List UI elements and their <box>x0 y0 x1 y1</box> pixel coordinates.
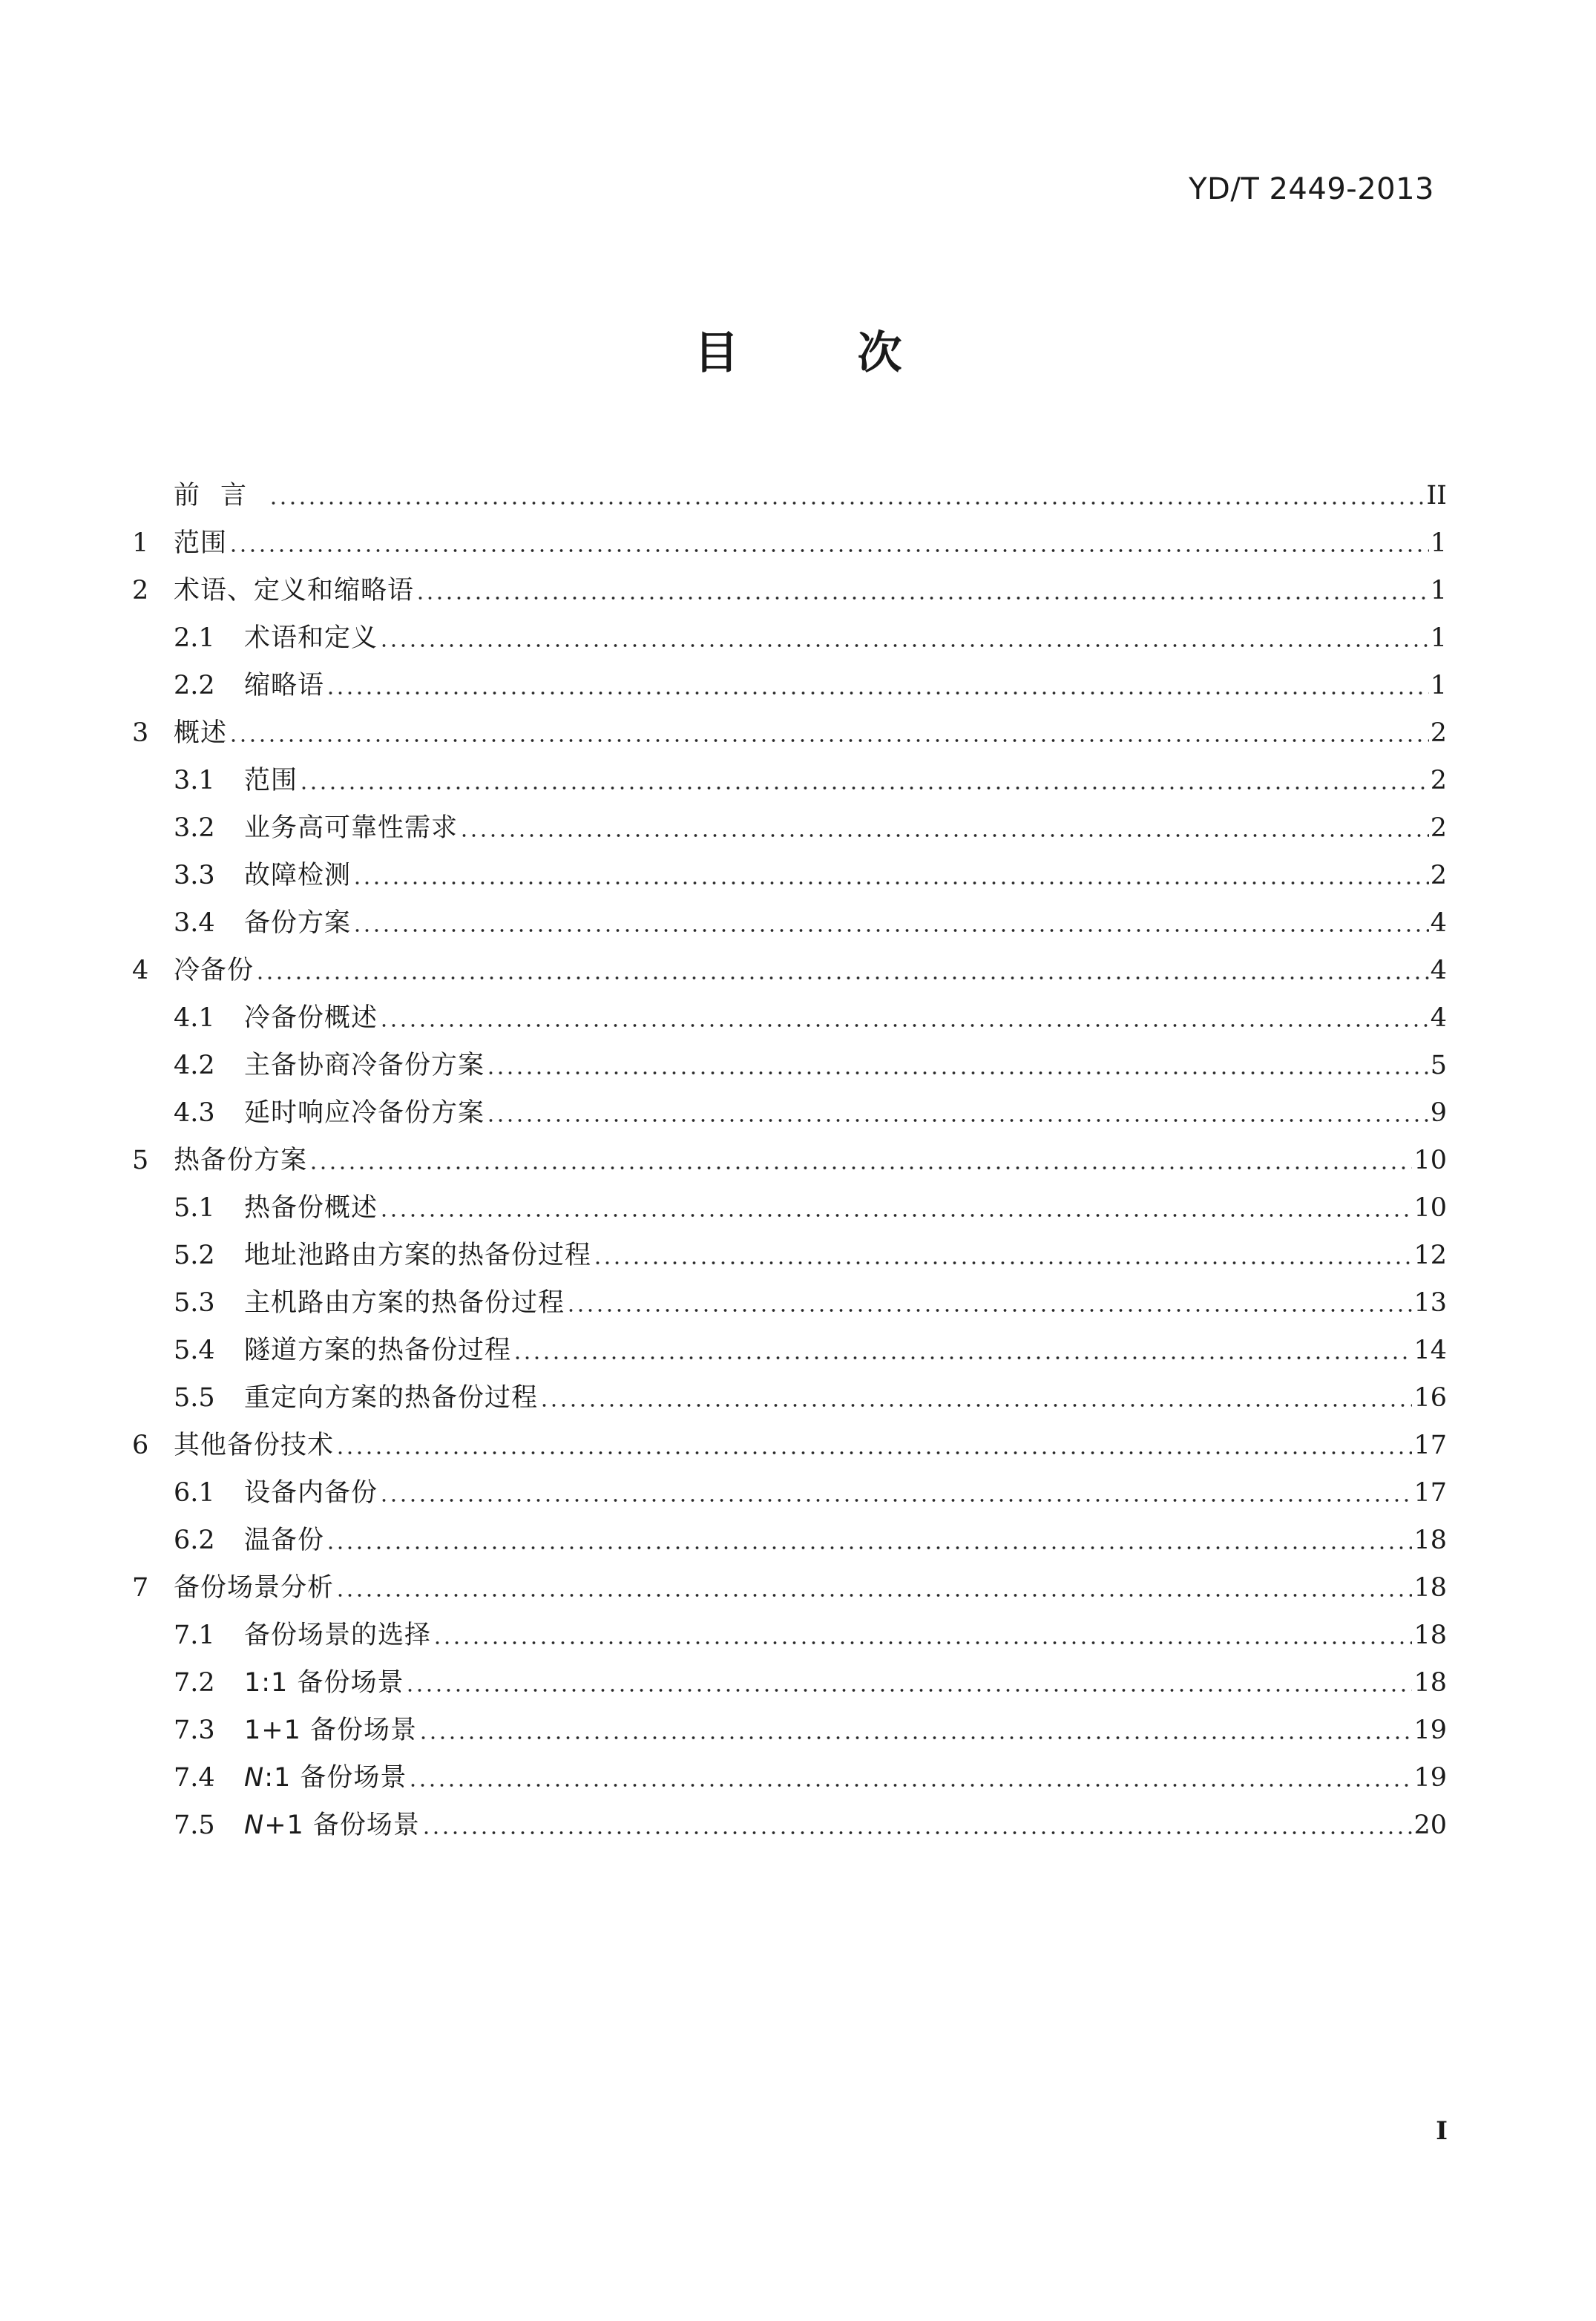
toc-leader-dots <box>405 1687 1412 1693</box>
toc-entry-number: 7.2 <box>174 1668 215 1698</box>
toc-entry[interactable] <box>132 936 1447 984</box>
toc-entry[interactable] <box>132 1506 1447 1554</box>
toc-leader-dots <box>539 1402 1412 1408</box>
toc-entry-number: 5.5 <box>174 1383 215 1413</box>
toc-entry[interactable] <box>132 1174 1447 1221</box>
toc-entry-label: 热备份概述 <box>244 1193 378 1223</box>
toc-entry-number: 5 <box>132 1146 149 1175</box>
toc-leader-dots <box>416 595 1429 601</box>
toc-entry-label: 范围 <box>174 528 228 558</box>
toc-entry-label: 热备份方案 <box>174 1146 308 1175</box>
toc-entry-label: 故障检测 <box>244 861 352 890</box>
toc-entry[interactable] <box>132 841 1447 889</box>
toc-leader-dots <box>326 690 1429 696</box>
toc-entry-number: 3.4 <box>174 908 215 938</box>
toc-leader-dots <box>421 1830 1413 1836</box>
toc-entry-number: 2.1 <box>174 623 215 653</box>
toc-leader-dots <box>229 548 1429 554</box>
toc-leader-dots <box>335 1450 1412 1456</box>
toc-entry-page: 10 <box>1413 1193 1447 1223</box>
toc-entry-number: 7 <box>132 1573 149 1603</box>
toc-entry-number: 3.2 <box>174 813 215 843</box>
toc-entry-label: 设备内备份 <box>244 1478 378 1508</box>
toc-entry-label: 温备份 <box>244 1526 325 1555</box>
toc-entry-label: 其他备份技术 <box>174 1431 335 1460</box>
toc-entry-label: 冷备份 <box>174 956 254 985</box>
toc-entry-page: 20 <box>1413 1810 1447 1840</box>
toc-entry-number: 7.1 <box>174 1621 215 1650</box>
toc-entry[interactable] <box>132 1316 1447 1364</box>
toc-entry-page: 17 <box>1413 1478 1447 1508</box>
toc-entry[interactable] <box>132 699 1447 746</box>
toc-leader-dots <box>486 1117 1429 1123</box>
toc-entry[interactable] <box>132 984 1447 1031</box>
toc-entry-page: 1 <box>1430 528 1447 558</box>
toc-entry-page: 2 <box>1430 718 1447 748</box>
toc-leader-dots <box>379 1022 1429 1028</box>
toc-entry-number: 5.3 <box>174 1288 215 1318</box>
toc-leader-dots <box>335 1592 1412 1598</box>
toc-leader-dots <box>379 1212 1412 1218</box>
toc-entry[interactable] <box>132 1221 1447 1269</box>
toc-entry[interactable] <box>132 1744 1447 1791</box>
toc-entry-number: 6 <box>132 1431 149 1460</box>
toc-leader-dots <box>408 1782 1412 1788</box>
toc-entry-label: 1:1 备份场景 <box>244 1668 404 1698</box>
toc-leader-dots <box>229 738 1429 743</box>
toc-entry-page: 4 <box>1430 908 1447 938</box>
toc-entry-page: 14 <box>1413 1336 1447 1365</box>
toc-leader-dots <box>566 1307 1412 1313</box>
toc-entry-number: 3.1 <box>174 766 215 795</box>
toc-entry-page: 19 <box>1413 1763 1447 1793</box>
toc-entry-label: 重定向方案的热备份过程 <box>244 1383 539 1413</box>
toc-entry[interactable] <box>132 1601 1447 1649</box>
toc-entry-label: 延时响应冷备份方案 <box>244 1098 485 1128</box>
toc-entry-number: 7.3 <box>174 1716 215 1745</box>
toc-entry-label: N+1 备份场景 <box>244 1810 420 1840</box>
toc-entry-label: 备份场景的选择 <box>244 1621 432 1650</box>
toc-entry-number: 2 <box>132 576 149 605</box>
toc-entry-number: 4.3 <box>174 1098 215 1128</box>
toc-entry-page: 17 <box>1413 1431 1447 1460</box>
toc-entry[interactable] <box>132 1649 1447 1696</box>
toc-entry-page: 2 <box>1430 766 1447 795</box>
toc-entry-number: 5.2 <box>174 1241 215 1270</box>
toc-entry[interactable] <box>132 746 1447 794</box>
toc-entry-page: 18 <box>1413 1573 1447 1603</box>
toc-entry-number: 6.2 <box>174 1526 215 1555</box>
toc-entry-label: 业务高可靠性需求 <box>244 813 459 843</box>
toc-leader-dots <box>352 928 1429 933</box>
toc-entry-label: 冷备份概述 <box>244 1003 378 1033</box>
toc-entry[interactable] <box>132 1364 1447 1411</box>
toc-entry-label: 概述 <box>174 718 228 748</box>
toc-entry-number: 7.4 <box>174 1763 215 1793</box>
toc-entry[interactable] <box>132 1126 1447 1174</box>
toc-entry-number: 1 <box>132 528 149 558</box>
toc-title: 目次 <box>694 327 1021 379</box>
toc-leader-dots <box>269 500 1425 506</box>
toc-entry[interactable] <box>132 651 1447 699</box>
toc-entry[interactable] <box>132 1791 1447 1839</box>
toc-entry-number: 6.1 <box>174 1478 215 1508</box>
toc-leader-dots <box>459 833 1429 838</box>
toc-entry-page: 19 <box>1413 1716 1447 1745</box>
toc-entry-label: 地址池路由方案的热备份过程 <box>244 1241 592 1270</box>
toc-entry-label: 主备协商冷备份方案 <box>244 1051 485 1080</box>
toc-entry-label: 备份方案 <box>244 908 352 938</box>
page-number: I <box>1436 2116 1448 2146</box>
table-of-contents <box>132 462 1447 1839</box>
toc-entry-page: 12 <box>1413 1241 1447 1270</box>
toc-entry-page: 5 <box>1430 1051 1447 1080</box>
toc-entry[interactable] <box>132 509 1447 557</box>
toc-entry-number: 3.3 <box>174 861 215 890</box>
toc-entry[interactable] <box>132 557 1447 604</box>
toc-entry[interactable] <box>132 604 1447 651</box>
toc-entry-number: 3 <box>132 718 149 748</box>
toc-entry-page: 1 <box>1430 576 1447 605</box>
toc-leader-dots <box>352 880 1429 886</box>
toc-entry-page: 9 <box>1430 1098 1447 1128</box>
toc-entry-number: 4.2 <box>174 1051 215 1080</box>
toc-entry-page: 16 <box>1413 1383 1447 1413</box>
toc-entry-page: II <box>1426 481 1447 511</box>
toc-entry[interactable] <box>132 1269 1447 1316</box>
toc-entry-page: 1 <box>1430 623 1447 653</box>
toc-leader-dots <box>326 1545 1412 1551</box>
toc-entry[interactable] <box>132 889 1447 936</box>
toc-entry-page: 2 <box>1430 813 1447 843</box>
toc-entry-label: 缩略语 <box>244 671 325 700</box>
toc-entry[interactable] <box>132 1696 1447 1744</box>
toc-entry-page: 13 <box>1413 1288 1447 1318</box>
toc-leader-dots <box>486 1070 1429 1076</box>
toc-entry-page: 18 <box>1413 1526 1447 1555</box>
toc-entry-page: 18 <box>1413 1621 1447 1650</box>
toc-leader-dots <box>255 975 1429 981</box>
toc-entry-label: 备份场景分析 <box>174 1573 335 1603</box>
toc-entry[interactable] <box>132 1554 1447 1601</box>
toc-entry-label: 术语和定义 <box>244 623 378 653</box>
toc-entry-label: 术语、定义和缩略语 <box>174 576 415 605</box>
toc-entry-number: 4.1 <box>174 1003 215 1033</box>
toc-entry-number: 7.5 <box>174 1810 215 1840</box>
toc-leader-dots <box>299 785 1429 791</box>
toc-entry-page: 1 <box>1430 671 1447 700</box>
toc-entry-number: 2.2 <box>174 671 215 700</box>
toc-entry-number: 5.4 <box>174 1336 215 1365</box>
toc-leader-dots <box>379 643 1429 649</box>
toc-leader-dots <box>309 1165 1412 1171</box>
toc-entry-label: 隧道方案的热备份过程 <box>244 1336 512 1365</box>
toc-entry[interactable] <box>132 1031 1447 1079</box>
toc-leader-dots <box>593 1260 1412 1266</box>
toc-entry-page: 4 <box>1430 956 1447 985</box>
toc-entry-label: 前言 <box>174 481 268 511</box>
standard-number: YD/T 2449-2013 <box>1189 172 1434 206</box>
toc-leader-dots <box>379 1497 1412 1503</box>
toc-leader-dots <box>513 1355 1412 1361</box>
toc-entry-page: 10 <box>1413 1146 1447 1175</box>
toc-entry-label: 主机路由方案的热备份过程 <box>244 1288 565 1318</box>
toc-entry[interactable] <box>132 1459 1447 1506</box>
toc-entry[interactable] <box>132 1079 1447 1126</box>
toc-entry[interactable] <box>132 462 1447 509</box>
toc-entry[interactable] <box>132 794 1447 841</box>
toc-entry-number: 4 <box>132 956 149 985</box>
toc-entry-label: 1+1 备份场景 <box>244 1716 417 1745</box>
toc-entry-page: 2 <box>1430 861 1447 890</box>
toc-leader-dots <box>418 1735 1412 1741</box>
toc-entry-page: 4 <box>1430 1003 1447 1033</box>
toc-entry[interactable] <box>132 1411 1447 1459</box>
toc-entry-label: 范围 <box>244 766 298 795</box>
toc-entry-number: 5.1 <box>174 1193 215 1223</box>
toc-entry-page: 18 <box>1413 1668 1447 1698</box>
toc-leader-dots <box>433 1640 1412 1646</box>
toc-entry-label: N:1 备份场景 <box>244 1763 407 1793</box>
